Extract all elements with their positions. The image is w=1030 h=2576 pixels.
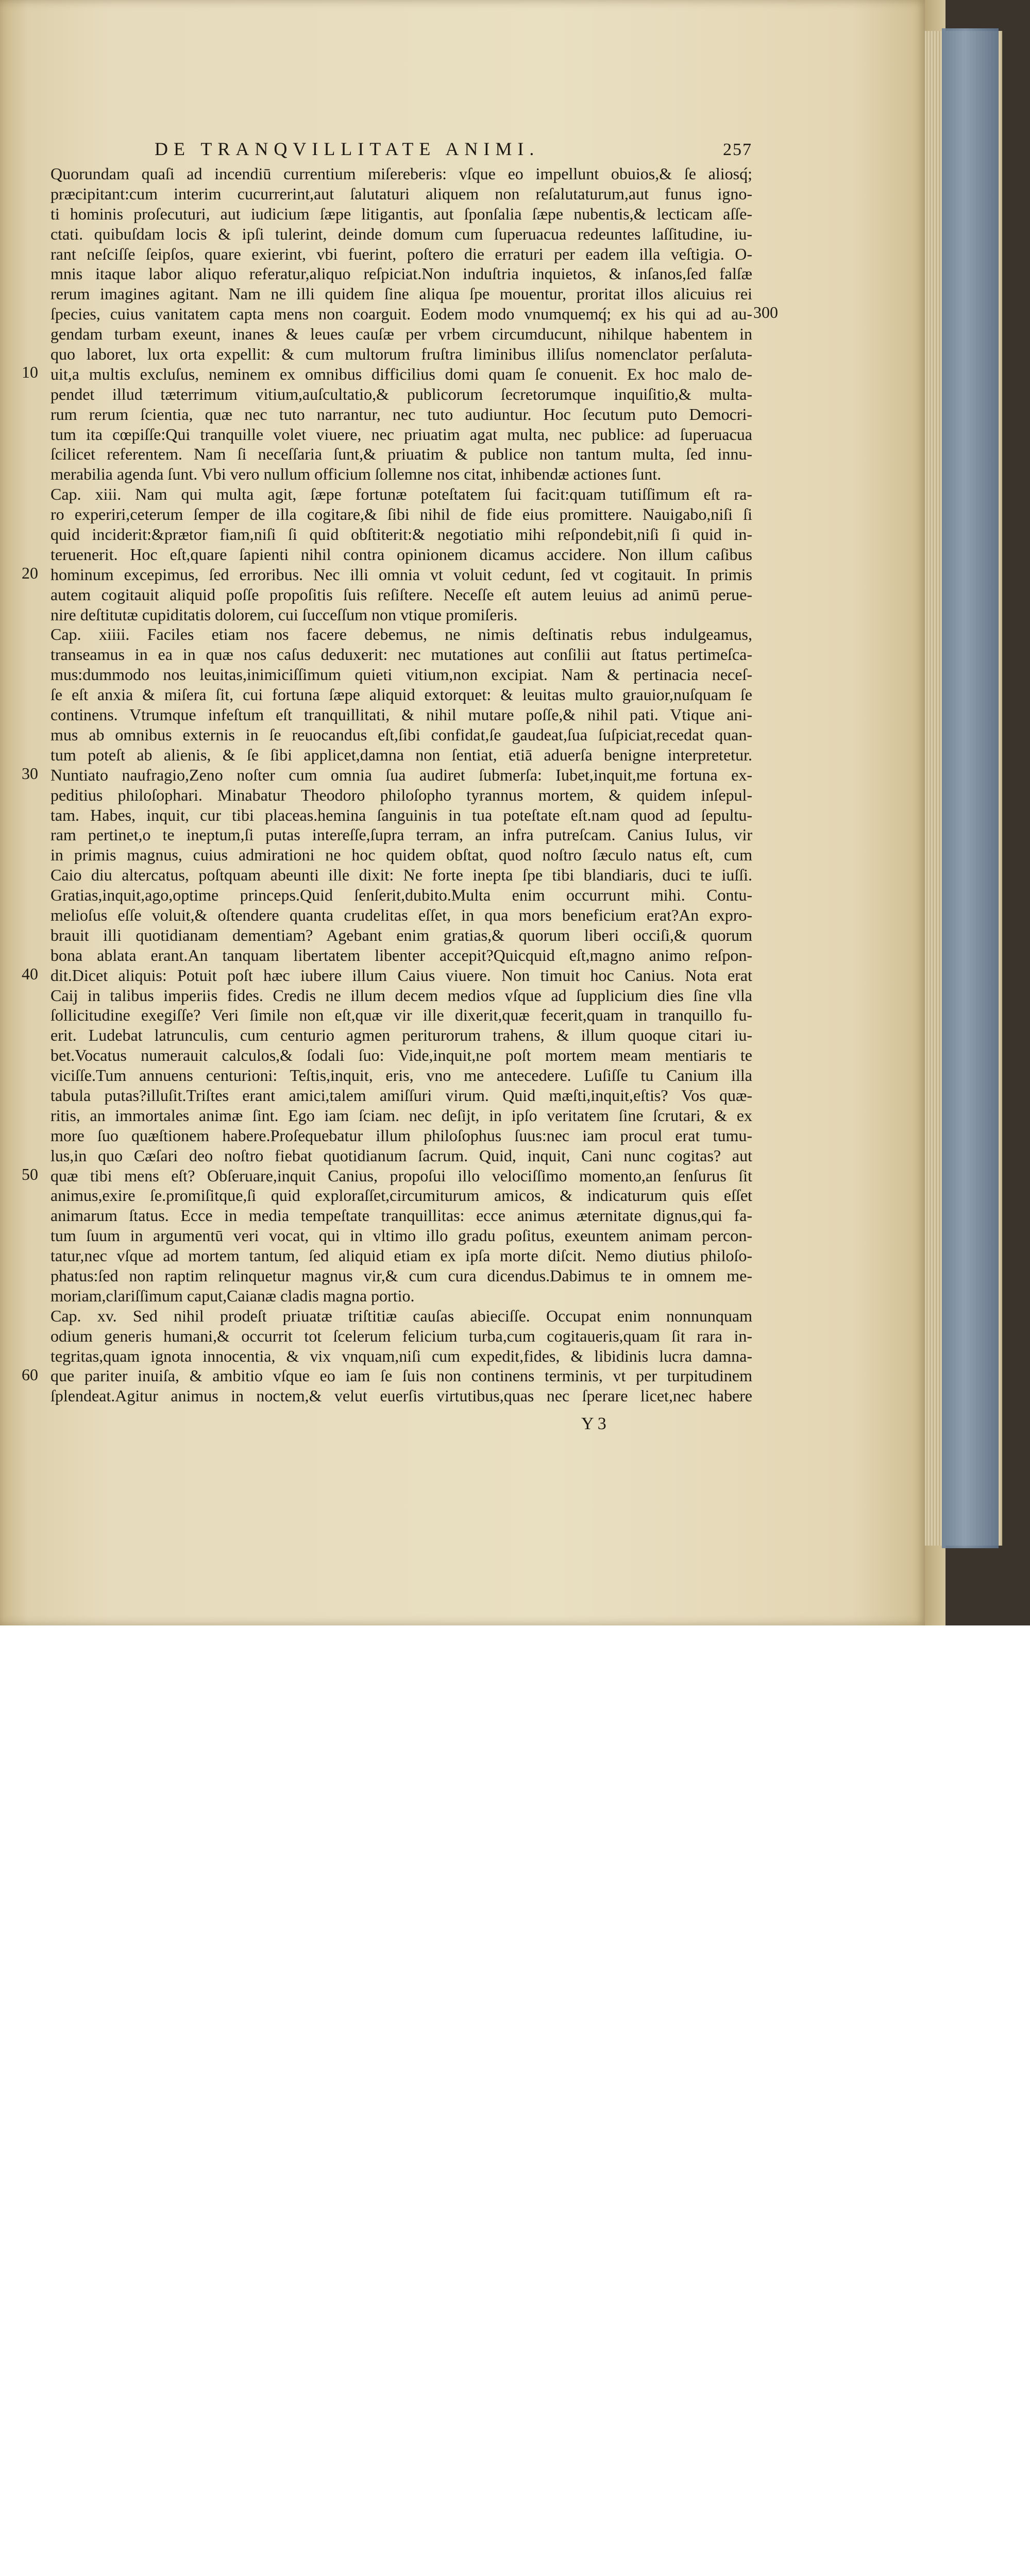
text-line: mus ab omnibus externis in ſe reuocandus eſt,ſibi confidat,ſe gaudeat,ſua ſuſpiciat,recedat quan- — [50, 725, 752, 744]
signature-mark: Y 3 — [581, 1414, 606, 1433]
text-line: Cap. xiii. Nam qui multa agit, ſæpe fortunæ poteſtatem ſui facit:quam tutiſſimum eſt ra- — [50, 485, 752, 504]
margin-line-number: 30 — [22, 764, 38, 783]
text-line: transeamus in ea in quæ nos caſus deduxerit: nec mutationes aut conſilii aut ſtatus pertimeſca- — [50, 645, 752, 664]
margin-line-number: 40 — [22, 964, 38, 983]
text-line: præcipitant:cum interim cucurrerint,aut ſalutaturi aliquem non reſalutaturum,aut funus igno- — [50, 184, 752, 203]
text-line: Cap. xv. Sed nihil prodeſt priuatæ triſtitiæ cauſas abieciſſe. Occupat enim nonnunquam — [50, 1306, 752, 1325]
text-line: ctati. quibuſdam locis & ipſi tulerint, deinde domum cum ſuperuacua redeuntes laſſitudine, iu- — [50, 224, 752, 243]
text-line: quæ tibi mens eſt? Obſeruare,inquit Canius, propoſui illo velociſſimo momento,an ſenſurus ſit — [50, 1166, 752, 1185]
text-line: tabula putas?illuſit.Triſtes erant amici,talem amiſſuri virum. Quid mæſti,inquit,eſtis? Vos quæ- — [50, 1086, 752, 1105]
margin-line-number: 60 — [22, 1365, 38, 1384]
text-line: mnis itaque labor aliquo referatur,aliquo reſpiciat.Non induſtria inquietos, & inſanos,ſed falſæ — [50, 264, 752, 283]
text-line: Cap. xiiii. Faciles etiam nos facere debemus, ne nimis deſtinatis rebus indulgeamus, — [50, 625, 752, 644]
text-line: tatur,nec vſque ad mortem tantum, ſed aliquid etiam ex ipſa morte diſcit. Nemo diutius philoſo- — [50, 1246, 752, 1265]
text-line: ſpecies, cuius vanitatem capta mens non coarguit. Eodem modo vnumquemq́; ex his qui ad au- — [50, 304, 752, 324]
text-line: quo laboret, lux orta expellit: & cum multorum fruſtra liminibus illiſus nomenclator perſaluta- — [50, 345, 752, 364]
text-line: ram pertinet,o te ineptum,ſi putas intereſſe,ſupra terram, an infra putreſcam. Canius Iulus, vir — [50, 825, 752, 844]
text-line: Caio diu altercatus, poſtquam abeunti ille dixit: Ne forte inepta ſpe tibi blandiaris, duci te iuſſi. — [50, 866, 752, 885]
text-line: tum ſuum in argumentū veri vocat, qui in vltimo illo gradu poſitus, exeuntem animam percon- — [50, 1226, 752, 1245]
text-line: Nuntiato naufragio,Zeno noſter cum omnia ſua audiret ſubmerſa: Iubet,inquit,me fortuna ex- — [50, 765, 752, 784]
text-line: viciſſe.Tum annuens centurioni: Teſtis,inquit, eris, vno me antecedere. Luſiſſe tu Canium illa — [50, 1066, 752, 1085]
text-line: tum poteſt ab alienis, & ſe ſibi applicet,damna non ſentiat, etiā aduerſa benigne interpretetur. — [50, 745, 752, 764]
text-line: ſcilicet referentem. Nam ſi neceſſaria ſunt,& priuatim & publice non tantum multa, ſed innu- — [50, 445, 752, 464]
text-line: more ſuo quæſtionem habere.Proſequebatur illum philoſophus ſuus:nec iam procul erat tumu- — [50, 1126, 752, 1145]
text-line: autem cogitauit aliquid poſſe propoſitis ſuis reſiſtere. Neceſſe eſt autem leuius ad animū perue- — [50, 585, 752, 604]
text-line: hominum excepimus, ſed erroribus. Nec illi omnia vt voluit cedunt, ſed vt cogitauit. In primis — [50, 565, 752, 584]
text-line: rerum imagines agitant. Nam ne illi quidem ſine aliqua ſpe mouentur, proritat illos alicuius rei — [50, 284, 752, 303]
blue-edge-stain — [942, 28, 999, 1548]
text-line: pendet illud tæterrimum vitium,auſcultatio,& publicorum ſecretorumque inquiſitio,& multa- — [50, 384, 752, 403]
text-line: tam. Habes, inquit, cur tibi placeas.hemina ſanguinis in tua poteſtate eſt.nam quod ad ſepultu- — [50, 805, 752, 824]
text-line: merabilia agenda ſunt. Vbi vero nullum officium ſollemne nos citat, inhibendæ actiones ſunt. — [50, 465, 662, 484]
text-line: tegritas,quam ignota innocentia, & vix vnquam,niſi cum expedit,fides, & libidinis lucra damna- — [50, 1346, 752, 1365]
text-line: uit,a multis excluſus, neminem ex omnibus difficilius domi quam ſe conuenit. Ex hoc malo de- — [50, 364, 752, 383]
text-line: animus,exire ſe.promiſitque,ſi quid exploraſſet,circumiturum amicos, & indicaturum quis eſſet — [50, 1186, 752, 1205]
margin-line-number: 10 — [22, 363, 38, 381]
text-line: Caij in talibus imperiis fides. Credis ne illum decem medios vſque ad ſupplicium dies ſine vlla — [50, 986, 752, 1005]
text-line: in primis magnus, cuius admirationi ne hoc quidem obſtat, quod noſtro ſæculo natus eſt, cum — [50, 845, 752, 865]
text-line: ti hominis proſecuturi, aut iudicium ſæpe litigantis, aut ſponſalia ſæpe nubentis,& lecticam aſſe- — [50, 204, 752, 223]
text-line: gendam turbam exeunt, inanes & leues cauſæ per vrbem circumducunt, nihilque habentem in — [50, 325, 752, 344]
margin-line-number: 20 — [22, 564, 38, 582]
text-line: ſplendeat.Agitur animus in noctem,& velut euerſis virtutibus,quas nec ſperare licet,nec habere — [50, 1386, 752, 1405]
text-line: Quorundam quaſi ad incendiū currentium miſereberis: vſque eo impellunt obuios,& ſe aliosq́; — [50, 164, 752, 183]
text-line: ro experiri,ceterum ſemper de illa cogitare,& ſibi nihil de fide eius promittere. Nauigabo,niſi ſi — [50, 505, 752, 524]
margin-line-number: 50 — [22, 1165, 38, 1183]
text-line: odium generis humani,& occurrit tot ſcelerum felicium turba,cum cogitaueris,quam ſit rara in- — [50, 1326, 752, 1345]
text-line: animarum ſtatus. Ecce in media tempeſtate tranquillitas: ecce animus æternitate dignus,qui fa- — [50, 1206, 752, 1225]
text-line: ſe eſt anxia & miſera ſit, cui fortuna ſæpe aliquid extorquet: & leuitas multo grauior,nuſquam ſe — [50, 685, 752, 704]
margin-line-number: 300 — [753, 303, 778, 321]
text-line: rant neſciſſe ſeipſos, quare exierint, vbi fuerint, poſtero die erraturi per eadem illa veſtigia. O- — [50, 244, 752, 263]
page-header — [155, 138, 752, 160]
text-line: brauit illi quotidianam dementiam? Agebant enim gratias,& quorum liberi occiſi,& quorum — [50, 925, 752, 944]
text-line: Gratias,inquit,ago,optime princeps.Quid ſenſerit,dubito.Multa enim occurrunt mihi. Contu- — [50, 886, 752, 905]
text-line: lus,in quo Cæſari deo noſtro fiebat quotidianum ſacrum. Quid, inquit, Cani nunc cogitas? aut — [50, 1146, 752, 1165]
text-line: ritis, an immortales animæ ſint. Ego iam ſciam. nec deſijt, in ipſo veritatem ſine ſcrutari, & ex — [50, 1106, 752, 1125]
text-line: melioſus eſſe voluit,& oſtendere quanta crudelitas eſſet, in qua mors beneficium erat?An expro- — [50, 905, 752, 924]
text-line: que pariter inuiſa, & ambitio vſque eo iam ſe ſuis non continens terminis, vt per turpitudinem — [50, 1366, 752, 1385]
text-line: tum ita cœpiſſe:Qui tranquille volet viuere, nec priuatim agat multa, nec publice: ad ſuperuacua — [50, 425, 752, 444]
text-line: peditius philoſophari. Minabatur Theodoro philoſopho tyrannus mortem, & quidem inſepul- — [50, 785, 752, 804]
text-line: phatus:ſed non raptim relinquetur magnus vir,& cum cura dicendus.Dabimus te in omnem me- — [50, 1266, 752, 1285]
text-line: teruenerit. Hoc eſt,quare ſapienti nihil contra opinionem dicamus accidere. Non illum caſibus — [50, 545, 752, 564]
text-line: nire deſtitutæ cupiditatis dolorem, cui ſucceſſum non vtique promiſeris. — [50, 605, 518, 624]
text-line: bona ablata erant.An tanquam libertatem libenter accepit?Quicquid eſt,magno animo reſpon- — [50, 945, 752, 964]
body-text — [50, 164, 752, 1406]
text-line: continens. Vtrumque infeſtum eſt tranquillitati, & nihil mutare poſſe,& nihil pati. Vtique ani- — [50, 705, 752, 724]
text-line: ſollicitudine exegiſſe? Veri ſimile non eſt,quæ vir ille dixerit,quæ fecerit,quam in tranquillo fu- — [50, 1006, 752, 1025]
text-line: erit. Ludebat latrunculis, cum centurio agmen periturorum trahens, & illum quoque citari iu- — [50, 1026, 752, 1045]
text-line: quid inciderit:&prætor fiam,niſi ſi quid obſtiterit:& negotiatio mihi reſpondebit,niſi ſi quid in- — [50, 525, 752, 544]
page-number: 257 — [723, 140, 752, 159]
text-line: dit.Dicet aliquis: Potuit poſt hæc iubere illum Caius viuere. Non timuit hoc Canius. Nota erat — [50, 965, 752, 985]
text-line: rum rerum ſcientia, quæ nec tuto narrantur, nec tuto audiuntur. Hoc ſecutum puto Democri- — [50, 404, 752, 423]
viewer-footer — [0, 1625, 1030, 1700]
text-line: moriam,clariſſimum caput,Caianæ cladis magna portio. — [50, 1286, 415, 1305]
text-line: mus:dummodo nos leuitas,inimiciſſimum quieti vitium,non excipiat. Nam & pertinacia neceſ- — [50, 665, 752, 684]
running-head: DE TRANQVILLITATE ANIMI. — [155, 139, 540, 159]
text-line: bet.Vocatus numerauit calculos,& ſodali ſuo: Vide,inquit,ne poſt mortem meam mentiaris te — [50, 1046, 752, 1065]
